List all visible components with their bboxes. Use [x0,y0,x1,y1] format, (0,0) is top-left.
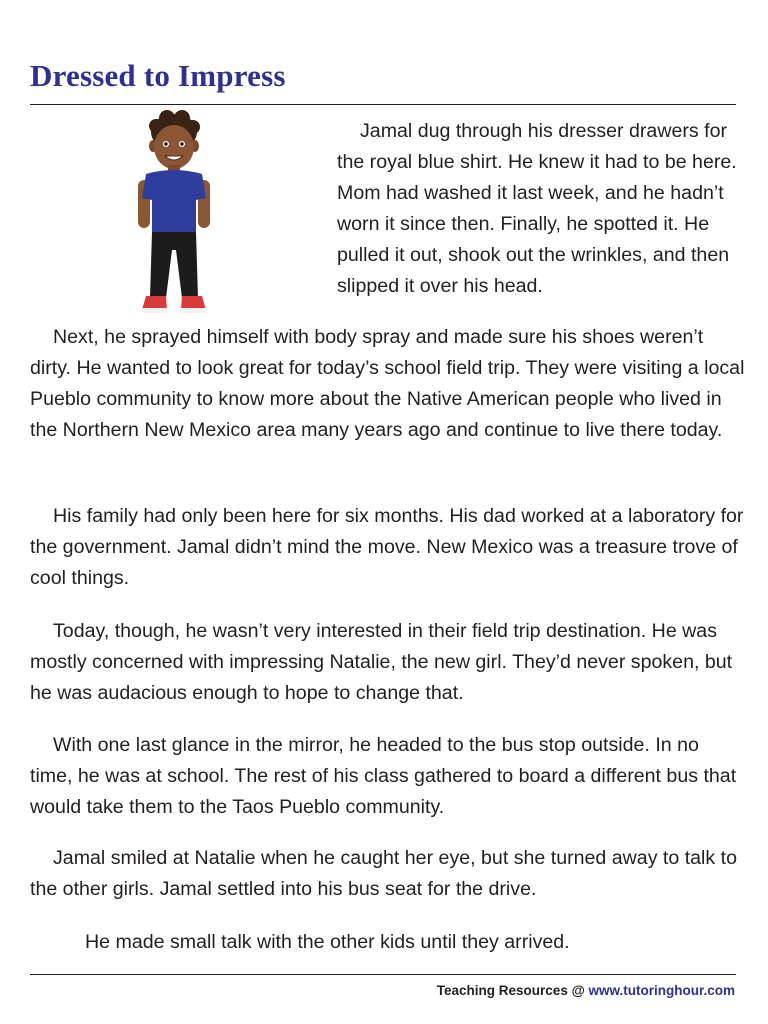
footer-credit [437,983,735,998]
story-paragraph-1: Jamal dug through his dresser drawers for the royal blue shirt. He knew it had to be here. Mom had washed it last week, and he hadn’t worn it since then. Finally, he spotted it. He pulled it out, shook out the wrinkles, and then slipped it over his head. [337,120,737,297]
story-paragraph-5: With one last glance in the mirror, he headed to the bus stop outside. In no time, he was at school. The rest of his class gathered to board a different bus that would take them to the Taos Pueblo community. [30,734,737,818]
header-rule [30,104,736,105]
story-paragraph-2: Next, he sprayed himself with body spray and made sure his shoes weren’t dirty. He wanted to look great for today’s school field trip. They were visiting a local Pueblo community to know more about the Native American people who lived in the Northern New Mexico area many years ago and continue to live there today. [30,326,745,441]
story-paragraph-4: Today, though, he wasn’t very interested in their field trip destination. He was mostly concerned with impressing Natalie, the new girl. They’d never spoken, but he was audacious enough to hope to change that. [30,620,733,704]
boy-illustration [132,110,216,322]
story-paragraph-6: Jamal smiled at Natalie when he caught her eye, but she turned away to talk to the other girls. Jamal settled into his bus seat for the drive. [30,847,737,900]
footer-link[interactable]: www.tutoringhour.com [588,983,735,998]
footer-rule [30,974,736,975]
story-paragraph-3: His family had only been here for six months. His dad worked at a laboratory for the government. Jamal didn’t mind the move. New Mexico was a treasure trove of cool things. [30,505,744,589]
story-paragraph-7: He made small talk with the other kids until they arrived. [85,931,570,953]
footer-label: Teaching Resources @ [436,983,589,998]
page-title: Dressed to Impress [30,58,286,93]
